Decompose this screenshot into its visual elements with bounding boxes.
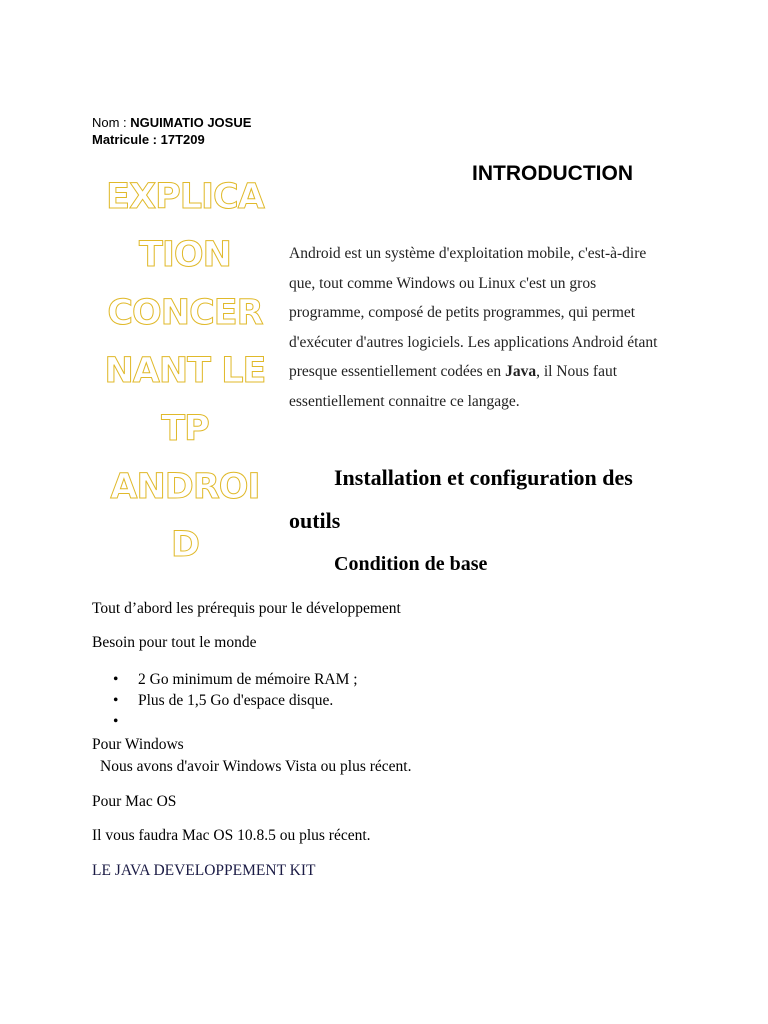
windows-text: Nous avons d'avoir Windows Vista ou plus récent. — [100, 758, 412, 775]
need-line: Besoin pour tout le monde — [92, 634, 257, 651]
list-item: • 2 Go minimum de mémoire RAM ; — [113, 669, 358, 690]
intro-text-bold: Java — [505, 363, 537, 381]
requirements-list — [113, 669, 358, 732]
side-title-line: TP — [161, 409, 209, 449]
side-title-line: EXPLICA — [106, 177, 264, 217]
name-line — [92, 114, 251, 131]
list-item — [113, 711, 358, 732]
prerequisites-line: Tout d’abord les prérequis pour le développement — [92, 600, 401, 617]
side-title-line: NANT LE — [104, 351, 266, 391]
name-value: NGUIMATIO JOSUE — [130, 115, 252, 130]
side-title-line: ANDROI — [110, 467, 260, 507]
mac-text: Il vous faudra Mac OS 10.8.5 ou plus récent. — [92, 827, 371, 844]
matricule-text: Matricule : 17T209 — [92, 132, 205, 147]
mac-label: Pour Mac OS — [92, 793, 177, 810]
windows-label: Pour Windows — [92, 736, 184, 753]
name-label: Nom : — [92, 115, 131, 130]
side-title-line: CONCER — [107, 293, 263, 333]
side-title-line: D — [170, 525, 200, 565]
side-title-line: TION — [139, 235, 231, 275]
introduction-heading: INTRODUCTION — [472, 162, 633, 185]
intro-text-part1: Android est un système d'exploitation mobile, c'est-à-dire que, tout comme Windows ou Linux c'est un gros programme, composé de petits programmes, qui permet d'exécuter d'autres logiciels. Les applications Android étant presque essentiellement codées en — [289, 245, 658, 381]
list-item: • Plus de 1,5 Go d'espace disque. — [113, 690, 358, 711]
matricule-line — [92, 131, 251, 148]
student-header — [92, 114, 251, 148]
introduction-paragraph — [289, 239, 669, 417]
condition-heading: Condition de base — [334, 553, 488, 575]
outlined-side-title — [96, 168, 274, 574]
intro-text-part2: , il Nous faut essentiellement connaitre ce langage. — [289, 363, 617, 410]
jdk-heading: LE JAVA DEVELOPPEMENT KIT — [92, 862, 316, 879]
installation-heading: Installation et configuration des outils — [289, 465, 633, 533]
